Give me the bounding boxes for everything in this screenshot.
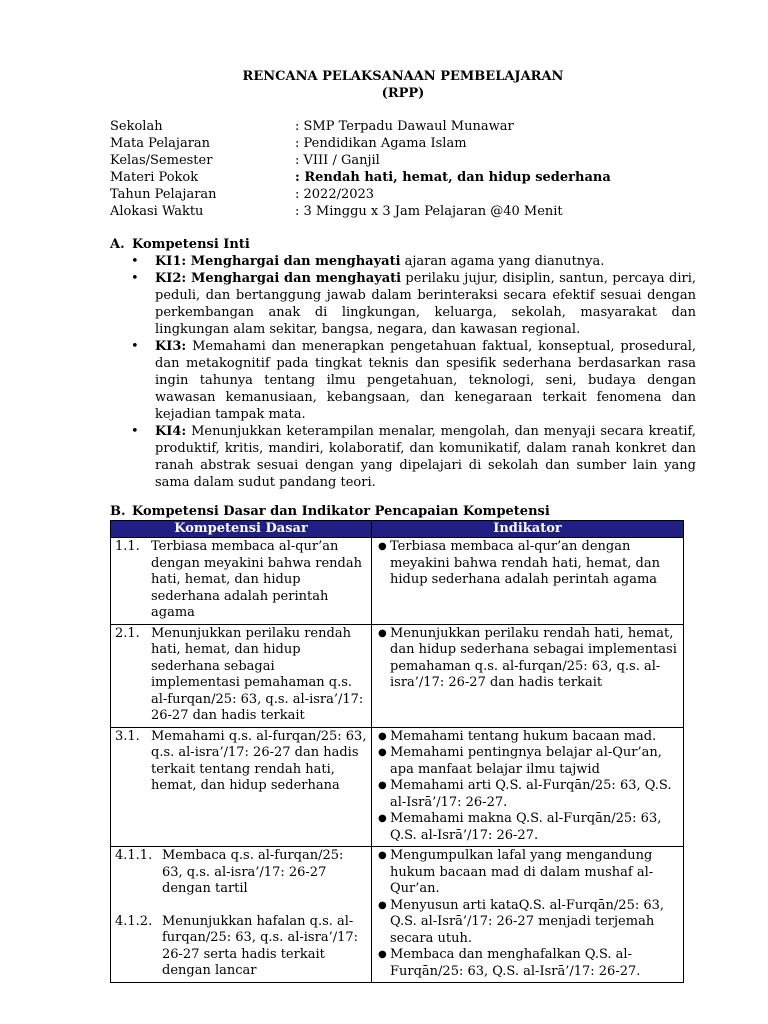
ki-text: ajaran agama yang dianutnya.: [400, 254, 605, 269]
info-label: Kelas/Semester: [110, 153, 213, 168]
section-b-heading: [110, 503, 696, 520]
bullet-icon: ●: [378, 780, 387, 791]
indicator-list: [376, 626, 679, 692]
ki-text: perilaku jujur, disiplin, santun, percaya diri, peduli, dan bertanggung jawab dalam berinteraksi secara efektif sesuai dengan perkembangan anak di lingkungan, keluarga, sekolah, masyarakat dan lingkungan alam sekitar, bangsa, negara, dan kawasan regional.: [155, 271, 696, 337]
identity-block: [110, 118, 696, 220]
kd-number: 4.1.1.: [115, 848, 153, 863]
info-value: : Pendidikan Agama Islam: [295, 136, 467, 151]
section-letter: B.: [110, 504, 126, 519]
info-label: Sekolah: [110, 119, 163, 134]
kd-text: Membaca q.s. al-furqan/25: 63, q.s. al-isra’/17: 26-27 dengan tartil: [162, 848, 344, 896]
bullet-icon: ●: [378, 850, 387, 861]
kd-number: 2.1.: [115, 625, 140, 641]
indicator-text: Menunjukkan perilaku rendah hati, hemat, dan hidup sederhana sebagai implementasi pemahaman q.s. al-furqan/25: 63, q.s. al-isra’/17: 26-27 dan hadis terkait: [390, 625, 677, 690]
section-kompetensi-inti: [110, 236, 696, 491]
section-letter: A.: [110, 237, 125, 252]
kd-table: [110, 520, 684, 983]
bullet-icon: ●: [378, 730, 387, 742]
table-row: [111, 727, 684, 847]
ki-code: KI4:: [155, 424, 187, 439]
indicator-text: Memahami pentingnya belajar al-Qur’an, apa manfaat belajar ilmu tajwid: [390, 745, 662, 777]
indicator-item: [378, 778, 679, 811]
bullet-icon: ●: [378, 627, 387, 639]
section-kompetensi-dasar: [110, 503, 696, 983]
section-title: Kompetensi Dasar dan Indikator Pencapaian Kompetensi: [132, 504, 550, 519]
kd-item: [115, 848, 367, 898]
info-row-mata-pelajaran: [110, 135, 696, 152]
ki-item: [131, 338, 696, 423]
section-a-heading: [110, 236, 696, 253]
indicator-list: [376, 729, 679, 845]
bullet-icon: •: [131, 271, 139, 286]
info-value: : 2022/2023: [295, 187, 375, 202]
kd-item: [115, 626, 367, 725]
bullet-icon: ●: [378, 899, 387, 911]
kd-number: 3.1.: [115, 728, 140, 744]
info-row-sekolah: [110, 118, 696, 135]
indicator-text: Mengumpulkan lafal yang mengandung hukum bacaan mad di dalam mushaf al-Qur’an.: [390, 848, 654, 896]
indicator-cell: [372, 847, 684, 983]
ki-item: [131, 253, 696, 270]
info-row-kelas-semester: [110, 152, 696, 169]
indicator-text: Terbiasa membaca al-qur’an dengan meyakini bahwa rendah hati, hemat, dan hidup sederhana adalah perintah agama: [390, 539, 660, 587]
kd-number: 1.1.: [115, 539, 140, 554]
info-row-materi-pokok: [110, 169, 696, 186]
kd-number: 4.1.2.: [115, 913, 153, 929]
rpp-page: [110, 68, 696, 983]
section-title: Kompetensi Inti: [132, 237, 250, 252]
info-label: Tahun Pelajaran: [110, 187, 217, 202]
indicator-item: [378, 811, 679, 844]
indicator-item: [378, 728, 679, 746]
column-header-indikator: Indikator: [372, 521, 684, 538]
kd-item: [115, 539, 367, 622]
title-line-1: RENCANA PELAKSANAAN PEMBELAJARAN: [242, 69, 564, 84]
kd-cell: [111, 538, 372, 625]
ki-text: Menunjukkan keterampilan menalar, mengolah, dan menyaji secara kreatif, produktif, kritis, mandiri, kolaboratif, dan komunikatif, dalam ranah konkret dan ranah abstrak sesuai dengan yang dipelajari di sekolah dan sumber lain yang sama dalam sudut pandang teori.: [155, 424, 696, 490]
kd-text: Menunjukkan perilaku rendah hati, hemat, dan hidup sederhana sebagai implementasi pemahaman q.s. al-furqan/25: 63, q.s. al-isra’/17: 26-27 dan hadis terkait: [151, 625, 364, 723]
ki-list: [110, 253, 696, 491]
ki-code: KI1: Menghargai dan menghayati: [155, 254, 401, 269]
info-label: Alokasi Waktu: [110, 204, 204, 219]
table-row: [111, 624, 684, 727]
info-row-alokasi-waktu: [110, 203, 696, 220]
table-header-row: [111, 521, 684, 538]
indicator-text: Menyusun arti kataQ.S. al-Furqān/25: 63, Q.S. al-Isrā’/17: 26-27 menjadi terjemah secara utuh.: [390, 897, 665, 946]
indicator-item: [378, 897, 679, 948]
bullet-icon: •: [131, 254, 139, 269]
kd-text: Menunjukkan hafalan q.s. al-furqan/25: 63, q.s. al-isra’/17: 26-27 serta hadis terkait dengan lancar: [162, 913, 359, 978]
bullet-icon: ●: [378, 541, 387, 552]
table-row: [111, 538, 684, 625]
kd-text: Terbiasa membaca al-qur’an dengan meyakini bahwa rendah hati, hemat, dan hidup sederhana adalah perintah agama: [151, 539, 362, 620]
ki-item: [131, 423, 696, 491]
indicator-item: [378, 848, 679, 898]
indicator-list: [376, 539, 679, 589]
indicator-text: Memahami makna Q.S. al-Furqān/25: 63, Q.S. al-Isrā’/17: 26-27.: [390, 811, 662, 843]
indicator-cell: [372, 538, 684, 625]
kd-item: [115, 729, 367, 795]
bullet-icon: ●: [378, 747, 387, 758]
bullet-icon: •: [131, 339, 139, 354]
info-label: Mata Pelajaran: [110, 136, 211, 151]
bullet-icon: •: [131, 424, 139, 439]
info-value: : VIII / Ganjil: [295, 153, 380, 168]
kd-item: [115, 914, 367, 980]
indicator-item: [378, 539, 679, 589]
info-value: : Rendah hati, hemat, dan hidup sederhana: [295, 170, 611, 185]
ki-code: KI3:: [155, 339, 187, 354]
ki-item: [131, 270, 696, 338]
kd-text: Memahami q.s. al-furqan/25: 63, q.s. al-isra’/17: 26-27 dan hadis terkait tentang rendah hati, hemat, dan hidup sederhana: [151, 728, 367, 793]
kd-cell: [111, 727, 372, 847]
ki-code: KI2: Menghargai dan menghayati: [155, 271, 402, 286]
info-value: : 3 Minggu x 3 Jam Pelajaran @40 Menit: [295, 204, 563, 219]
table-row: [111, 847, 684, 983]
indicator-cell: [372, 624, 684, 727]
indicator-cell: [372, 727, 684, 847]
info-row-tahun-pelajaran: [110, 186, 696, 203]
indicator-item: [378, 745, 679, 778]
info-label: Materi Pokok: [110, 170, 199, 185]
kd-cell: [111, 624, 372, 727]
indicator-list: [376, 848, 679, 980]
indicator-text: Membaca dan menghafalkan Q.S. al-Furqān/25: 63, Q.S. al-Isrā’/17: 26-27.: [390, 947, 641, 979]
title-line-2: (RPP): [381, 86, 425, 101]
indicator-item: [378, 625, 679, 692]
info-value: : SMP Terpadu Dawaul Munawar: [295, 119, 514, 134]
column-header-kompetensi-dasar: Kompetensi Dasar: [111, 521, 372, 538]
indicator-text: Memahami tentang hukum bacaan mad.: [390, 728, 657, 744]
bullet-icon: ●: [378, 813, 387, 824]
document-title: [110, 68, 696, 102]
kd-cell: [111, 847, 372, 983]
indicator-item: [378, 947, 679, 980]
ki-text: Memahami dan menerapkan pengetahuan faktual, konseptual, prosedural, dan metakognitif pada tingkat teknis dan spesifik sederhana berdasarkan rasa ingin tahunya tentang ilmu pengetahuan, teknologi, seni, budaya dengan wawasan kemanusiaan, kebangsaan, dan kenegaraan terkait fenomena dan kejadian tampak mata.: [155, 339, 696, 422]
bullet-icon: ●: [378, 949, 387, 960]
indicator-text: Memahami arti Q.S. al-Furqān/25: 63, Q.S. al-Isrā’/17: 26-27.: [390, 778, 672, 810]
